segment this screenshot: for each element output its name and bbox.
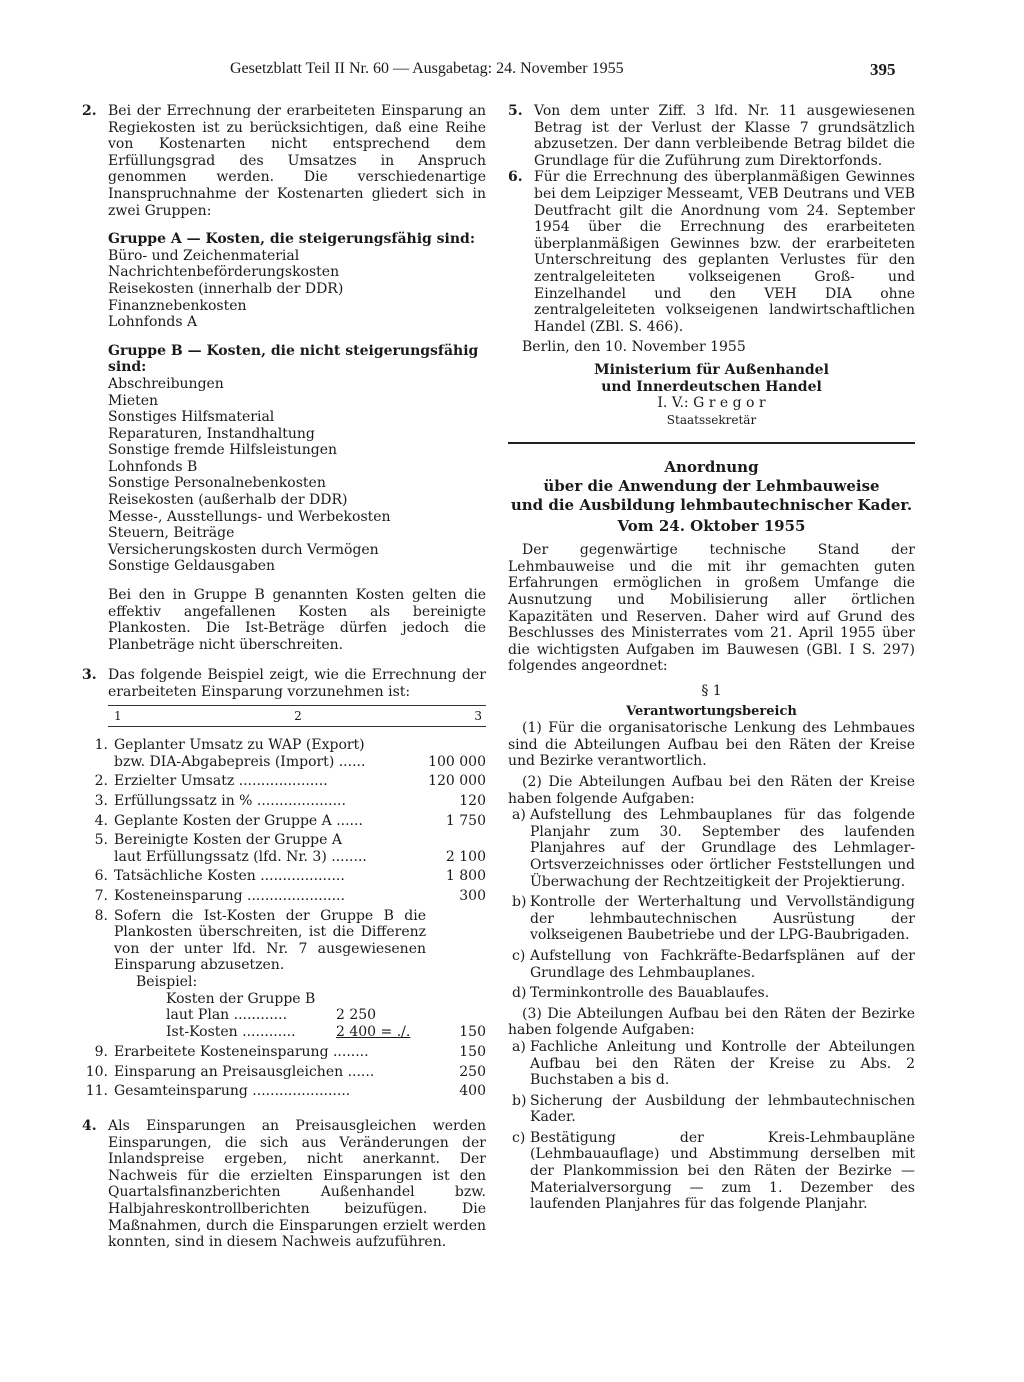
list-item: Sonstige Geldausgaben: [108, 558, 276, 575]
right-column: [508, 103, 915, 1213]
section-number: § 1: [701, 683, 722, 700]
item-number: 3.: [82, 667, 97, 684]
table-row: 7. Kosteneinsparung ...................... 300: [94, 887, 486, 904]
table-row: 1. Geplanter Umsatz zu WAP (Export): [94, 737, 365, 754]
list-item: Mieten: [108, 392, 159, 409]
item-text: Von dem unter Ziff. 3 lfd. Nr. 11 ausgewiesenen Betrag ist der Verlust der Klasse 7 grundsätzlich abzusetzen. Der dann verbleibende Betrag bildet die Grundlage für die Zuführung zum Direktorfonds.: [534, 103, 915, 169]
section-item-3: [82, 667, 486, 700]
list-item: Messe-, Ausstellungs- und Werbekosten: [108, 508, 391, 525]
list-item: c) Bestätigung der Kreis-Lehmbaupläne (Lehmbauauflage) und Abstimmung derselben mit der Plankommission bei den Räten der Bezirke — Materialversorgung — zum 1. Dezember des laufenden Planjahres für das folgende Planjahr.: [512, 1129, 915, 1213]
section-divider: [508, 442, 915, 444]
group-b-heading: Gruppe B — Kosten, die nicht steigerungsfähig sind:: [108, 342, 479, 376]
section-item-2: [82, 103, 486, 219]
list-item: Lohnfonds A: [108, 314, 198, 331]
signer-title: Staatssekretär: [666, 412, 757, 427]
list-item: Reparaturen, Instandhaltung: [108, 425, 315, 442]
paragraph-2: (2) Die Abteilungen Aufbau bei den Räten der Kreise haben folgende Aufgaben:: [508, 774, 915, 807]
list-item: a) Fachliche Anleitung und Kontrolle der Abteilungen Aufbau bei den Räten der Kreise zu Abs. 2 Buchstaben a bis d.: [512, 1038, 915, 1089]
list-item: Abschreibungen: [108, 375, 224, 392]
running-header: Gesetzblatt Teil II Nr. 60 — Ausgabetag: 24. November 1955: [230, 60, 624, 77]
example-title: Kosten der Gruppe B: [166, 990, 316, 1007]
signer: I. V.: G r e g o r: [657, 395, 766, 412]
table-row: 2. Erzielter Umsatz .................... 120 000: [94, 773, 486, 790]
item-number: 2.: [82, 103, 97, 119]
paragraph-3: (3) Die Abteilungen Aufbau bei den Räten der Bezirke haben folgende Aufgaben:: [508, 1005, 915, 1039]
list-item: a) Aufstellung des Lehmbauplanes für das folgende Planjahr zum 30. September des laufenden Planjahres auf der Grundlage des Lehmlager-Ortsverzeichnisses oder örtlicher Feststellungen und Überwachung der Rechtzeitigkeit der Projektierung.: [512, 807, 915, 890]
group-b-note: Bei den in Gruppe B genannten Kosten gelten die effektiv angefallenen Kosten als bereinigte Plankosten. Die Ist-Beträge dürfen jedoch die Planbeträge nicht überschreiten.: [108, 587, 486, 653]
place-date: Berlin, den 10. November 1955: [522, 339, 746, 356]
list-item: Reisekosten (außerhalb der DDR): [108, 492, 348, 509]
page-number: 395: [870, 60, 896, 79]
table-column-headers: [108, 705, 486, 728]
list-item: c) Aufstellung von Fachkräfte-Bedarfsplänen auf der Grundlage des Lehmbauplanes.: [512, 947, 915, 981]
paragraph-1: (1) Für die organisatorische Lenkung des Lehmbaues sind die Abteilungen Aufbau bei den Räten der Kreise und Bezirke verantwortlich.: [508, 720, 915, 770]
column-header: 3: [474, 708, 482, 723]
item-text: Als Einsparungen an Preisausgleichen werden Einsparungen, die sich aus Veränderungen der Inlandspreise ergeben, nicht anerkannt. Der Nachweis für die erzielten Einsparungen ist den Quartalsfinanzberichten Außenhandel bzw. Halbjahreskontrollberichten beizufügen. Die Maßnahmen, durch die Einsparungen erzielt werden konnten, sind in diesem Nachweis aufzuführen.: [108, 1118, 486, 1251]
table-row: 6. Tatsächliche Kosten ................... 1 800: [94, 868, 486, 885]
table-row: 3. Erfüllungssatz in % .................... 120: [94, 792, 486, 809]
group-b-list: [108, 376, 486, 575]
table-row: 9. Erarbeitete Kosteneinsparung ........ 150: [94, 1044, 486, 1061]
preamble: Der gegenwärtige technische Stand der Lehmbauweise und die mit ihr gemachten guten Erfahrungen ermöglichen in großem Umfange die Ausnutzung und Mobilisierung aller örtlichen Kapazitäten und Reserven. Daher wird auf Grund des Beschlusses des Ministerrates vom 21. April 1955 über die wichtigsten Aufgaben im Bauwesen (GBl. I S. 297) folgendes angeordnet:: [508, 542, 915, 675]
table-row: laut Erfüllungssatz (lfd. Nr. 3) ........ 2 100: [114, 848, 486, 865]
section-title: Verantwortungsbereich: [626, 703, 797, 719]
table-row: bzw. DIA-Abgabepreis (Import) ...... 100 000: [114, 753, 486, 770]
table-row: 11. Gesamteinsparung ...................... 400: [85, 1083, 486, 1100]
table-row: 8. Sofern die Ist-Kosten der Gruppe B die Plankosten überschreiten, ist die Differenz von der unter lfd. Nr. 7 ausgewiesenen Einsparung abzusetzen.: [94, 907, 426, 974]
example-block: [136, 974, 486, 1040]
list-item: Sonstige Personalnebenkosten: [108, 475, 326, 492]
list-item: Nachrichtenbeförderungskosten: [108, 264, 340, 281]
list-item: Lohnfonds B: [108, 458, 198, 475]
item-text: Für die Errechnung des überplanmäßigen Gewinnes bei dem Leipziger Messeamt, VEB Deutrans und VEB Deutfracht gilt die Anordnung vom 24. September 1954 über die Errechnung des erarbeiteten überplanmäßigen Gewinnes bzw. der erarbeiteten Unterschreitung des geplanten Verlustes für den zentralgeleiteten volkseigenen Groß- und Einzelhandel und den VEH DIA ohne zentralgeleiteten volkseigenen landwirtschaftlichen Handel (ZBl. S. 466).: [534, 169, 915, 335]
example-table: [82, 737, 486, 1100]
example-label: Beispiel:: [136, 973, 198, 990]
item-number: 6.: [508, 169, 523, 186]
decree-title: Anordnung über die Anwendung der Lehmbauweise und die Ausbildung lehmbautechnischer Kader. Vom 24. Oktober 1955: [510, 458, 913, 536]
column-header: 1: [114, 708, 122, 723]
item-text: Das folgende Beispiel zeigt, wie die Errechnung der erarbeiteten Einsparung vorzunehmen ist:: [108, 667, 486, 700]
column-header: 2: [294, 708, 302, 723]
list-item: Steuern, Beiträge: [108, 525, 235, 542]
example-ist-row: Ist-Kosten ............ 2 400 = ./. 150: [166, 1023, 486, 1040]
ministry-name: Ministerium für Außenhandel und Innerdeutschen Handel: [594, 361, 829, 395]
item-number: 5.: [508, 103, 523, 119]
group-a-heading: Gruppe A — Kosten, die steigerungsfähig sind:: [108, 231, 476, 248]
list-item: Sonstiges Hilfsmaterial: [108, 409, 275, 426]
list-item: Büro- und Zeichenmaterial: [108, 247, 300, 264]
list-item: Versicherungskosten durch Vermögen: [108, 541, 379, 558]
list-item: b) Kontrolle der Werterhaltung und Vervollständigung der lehmbautechnischen Ausrüstung der volkseigenen Baubetriebe und der LPG-Baubrigaden.: [512, 894, 915, 944]
list-item: Sonstige fremde Hilfsleistungen: [108, 442, 338, 459]
section-item-4: [82, 1118, 486, 1251]
table-row: 5. Bereinigte Kosten der Gruppe A: [94, 832, 342, 849]
item-number: 4.: [82, 1118, 97, 1135]
list-item: Reisekosten (innerhalb der DDR): [108, 280, 344, 297]
table-row: 10. Einsparung an Preisausgleichen ...... 250: [85, 1063, 486, 1080]
table-row: 4. Geplante Kosten der Gruppe A ...... 1 750: [94, 812, 486, 829]
section-item-6: [508, 169, 915, 335]
section-item-5: [508, 103, 915, 169]
example-plan-row: laut Plan ............ 2 250: [166, 1007, 377, 1024]
list-item: b) Sicherung der Ausbildung der lehmbautechnischen Kader.: [512, 1092, 915, 1126]
item-text: Bei der Errechnung der erarbeiteten Einsparung an Regiekosten ist zu berücksichtigen, daß eine Reihe von Kostenarten nicht entsprechend dem Erfüllungsgrad des Umsatzes in Anspruch genommen werden. Die verschiedenartige Inanspruchnahme der Kostenarten gliedert sich in zwei Gruppen:: [108, 103, 486, 219]
group-a-list: [108, 248, 486, 331]
list-item: Finanznebenkosten: [108, 297, 247, 314]
left-column: [82, 103, 486, 1251]
list-item: d) Terminkontrolle des Bauablaufes.: [512, 985, 770, 1002]
